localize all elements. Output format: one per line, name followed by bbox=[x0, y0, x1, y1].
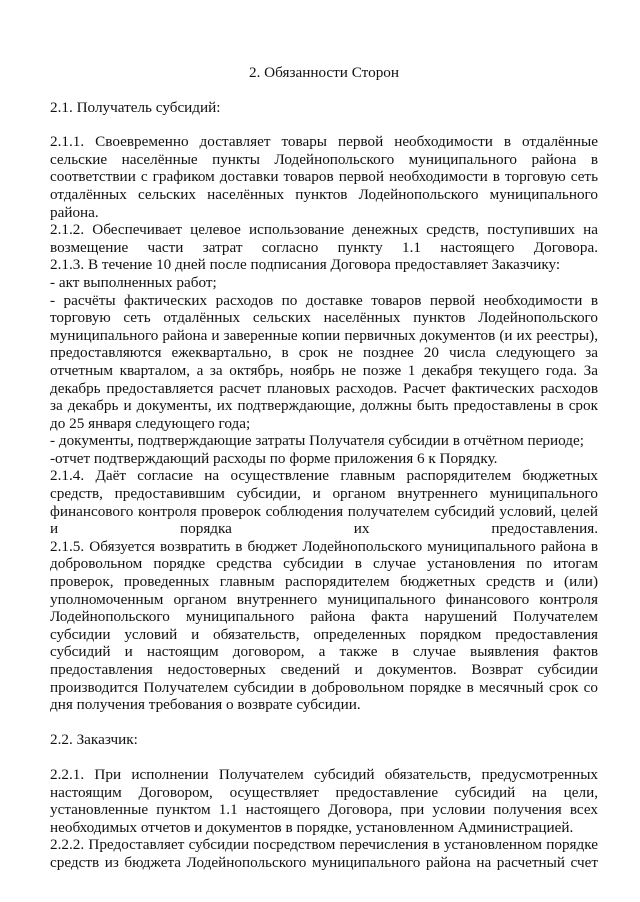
clause-2-2-1: 2.2.1. При исполнении Получателем субсидий обязательств, предусмотренных настоящим Договором, осуществляет предоставление субсидий на цели, установленные пунктом 1.1 настоящего Договора, при условии получения всех необходимых отчетов и документов в порядке, установленном Администрацией. bbox=[50, 765, 598, 836]
list-item-report: -отчет подтверждающий расходы по форме приложения 6 к Порядку. bbox=[50, 449, 498, 467]
clause-2-1-1: 2.1.1. Своевременно доставляет товары первой необходимости в отдалённые сельские населённые пункты Лодейнопольского муниципального района в соответствии с графиком доставки товаров первой необходимости в торговую сеть отдалённых сельских населённых пунктов Лодейнопольского муниципального района. bbox=[50, 133, 598, 221]
list-item-calculations: - расчёты фактических расходов по доставке товаров первой необходимости в торговую сеть отдалённых сельских населённых пунктов Лодейнопольского муниципального района и заверенные копии первичных документов (и их реестры), предоставляются ежеквартально, в срок не позднее 20 числа следующего за отчетным кварталом, а за октябрь, ноябрь не позже 1 декабря текущего года. За декабрь предоставляется расчет плановых расходов. Расчет фактических расходов за декабрь и документы, их подтверждающие, должны быть предоставлены в срок до 25 января следующего года; bbox=[50, 291, 598, 432]
clause-2-1-4: 2.1.4. Даёт согласие на осуществление главным распорядителем бюджетных средств, предоставившим субсидии, и органом внутреннего муниципального финансового контроля проверок соблюдения получателем субсидий условий, целей и порядка их предоставления. bbox=[50, 467, 598, 538]
document-page bbox=[50, 64, 598, 872]
clause-2-2-2: 2.2.2. Предоставляет субсидии посредством перечисления в установленном порядке средств из бюджета Лодейнопольского муниципального района на расчетный счет bbox=[50, 836, 598, 871]
clause-2-1-3: 2.1.3. В течение 10 дней после подписания Договора предоставляет Заказчику: bbox=[50, 256, 561, 274]
subsection-heading-recipient: 2.1. Получатель субсидий: bbox=[50, 98, 221, 116]
spacer bbox=[50, 714, 598, 732]
section-title: 2. Обязанности Сторон bbox=[248, 64, 400, 81]
clause-2-1-2: 2.1.2. Обеспечивает целевое использование денежных средств, поступивших на возмещение части затрат согласно пункту 1.1 настоящего Договора. bbox=[50, 221, 598, 256]
list-item-documents: - документы, подтверждающие затраты Получателя субсидии в отчётном периоде; bbox=[50, 432, 584, 450]
subsection-heading-customer: 2.2. Заказчик: bbox=[50, 731, 138, 749]
list-item-act: - акт выполненных работ; bbox=[50, 273, 217, 291]
clause-2-1-5: 2.1.5. Обязуется возвратить в бюджет Лодейнопольского муниципального района в добровольном порядке средства субсидии в случае установления по итогам проверок, проведенных главным распорядителем бюджетных средств и (или) уполномоченным органом внутреннего муниципального финансового контроля Лодейнопольского муниципального района факта нарушений Получателем субсидии условий и обязательств, определенных порядком предоставления субсидий и настоящим договором, а также в случае выявления фактов предоставления недостоверных сведений и документов. Возврат субсидии производится Получателем субсидии в добровольном порядке в месячный срок со дня получения требования о возврате субсидии. bbox=[50, 537, 598, 714]
